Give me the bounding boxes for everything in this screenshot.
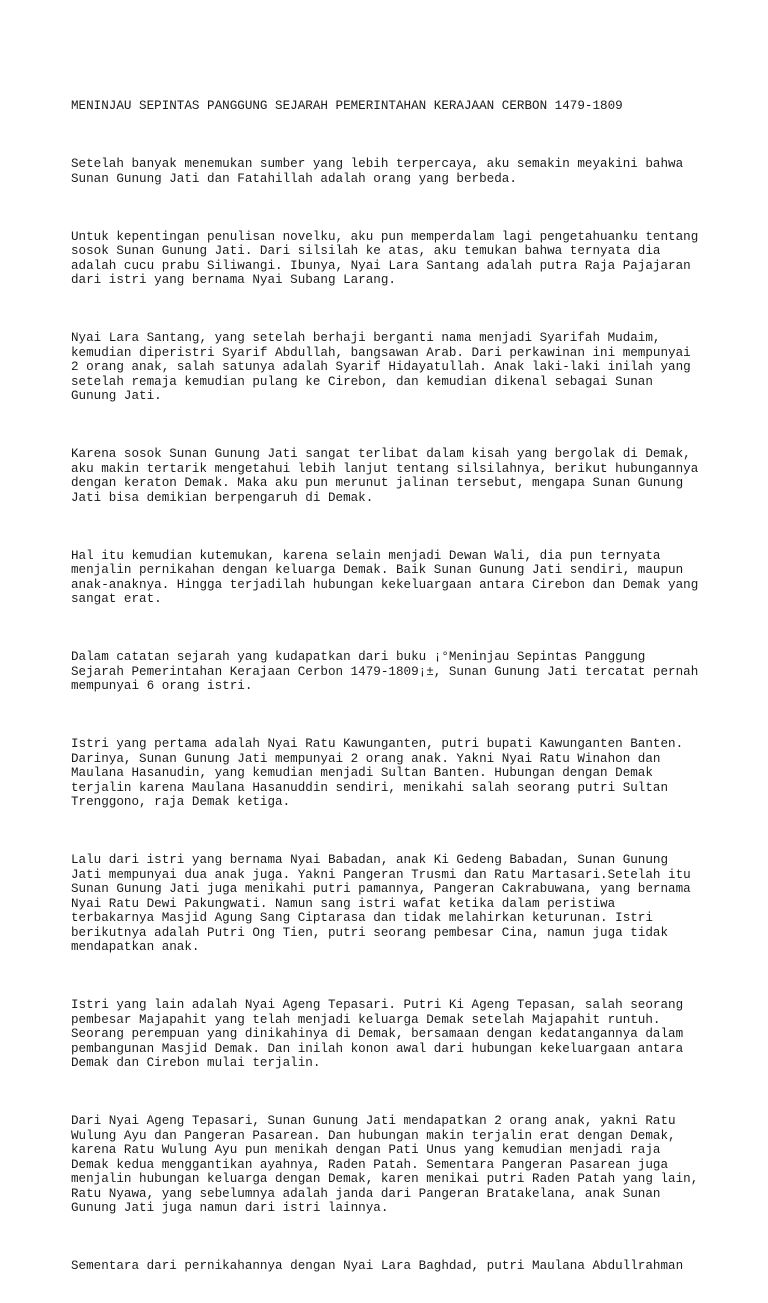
paragraph-8: Lalu dari istri yang bernama Nyai Babadan, anak Ki Gedeng Babadan, Sunan Gunung Jati mempunyai dua anak juga. Yakni Pangeran Trusmi dan Ratu Martasari.Setelah itu Sunan Gunung Jati juga menikahi putri pamannya, Pangeran Cakrabuwana, yang bernama Nyai Ratu Dewi Pakungwati. Namun sang istri wafat ketika dalam peristiwa terbakarnya Masjid Agung Sang Ciptarasa dan tidak melahirkan keturunan. Istri berikutnya adalah Putri Ong Tien, putri seorang pembesar Cina, namun juga tidak mendapatkan anak. — [71, 853, 691, 954]
paragraph-3: Nyai Lara Santang, yang setelah berhaji berganti nama menjadi Syarifah Mudaim, kemudian diperistri Syarif Abdullah, bangsawan Arab. Dari perkawinan ini mempunyai 2 orang anak, salah satunya adalah Syarif Hidayatullah. Anak laki-laki inilah yang setelah remaja kemudian pulang ke Cirebon, dan kemudian dikenal sebagai Sunan Gunung Jati. — [71, 331, 691, 403]
paragraph-2: Untuk kepentingan penulisan novelku, aku pun memperdalam lagi pengetahuanku tentang sosok Sunan Gunung Jati. Dari silsilah ke atas, aku temukan bahwa ternyata dia adalah cucu prabu Siliwangi. Ibunya, Nyai Lara Santang adalah putra Raja Pajajaran dari istri yang bernama Nyai Subang Larang. — [71, 229, 699, 287]
paragraph-9: Istri yang lain adalah Nyai Ageng Tepasari. Putri Ki Ageng Tepasan, salah seorang pembesar Majapahit yang telah menjadi keluarga Demak setelah Majapahit runtuh. Seorang perempuan yang dinikahinya di Demak, bersamaan dengan kedatangannya dalam pembangunan Masjid Demak. Dan inilah konon awal dari hubungan kekeluargaan antara Demak dan Cirebon mulai terjalin. — [71, 998, 684, 1070]
document-title: MENINJAU SEPINTAS PANGGUNG SEJARAH PEMERINTAHAN KERAJAAN CERBON 1479-1809 — [71, 99, 623, 113]
paragraph-11: Sementara dari pernikahannya dengan Nyai Lara Baghdad, putri Maulana Abdullrahman — [71, 1259, 684, 1273]
paragraph-10: Dari Nyai Ageng Tepasari, Sunan Gunung Jati mendapatkan 2 orang anak, yakni Ratu Wulung Ayu dan Pangeran Pasarean. Dan hubungan makin terjalin erat dengan Demak, karena Ratu Wulung Ayu pun menikah dengan Pati Unus yang kemudian menjadi raja Demak kedua menggantikan ayahnya, Raden Patah. Sementara Pangeran Pasarean juga menjalin hubungan keluarga dengan Demak, karen menikai putri Raden Patah yang lain, Ratu Nyawa, yang sebelumnya adalah janda dari Pangeran Bratakelana, anak Sunan Gunung Jati juga namun dari istri lainnya. — [71, 1114, 699, 1215]
paragraph-6: Dalam catatan sejarah yang kudapatkan dari buku ¡°Meninjau Sepintas Panggung Sejarah Pemerintahan Kerajaan Cerbon 1479-1809¡±, Sunan Gunung Jati tercatat pernah mempunyai 6 orang istri. — [71, 650, 699, 693]
document-page — [71, 70, 731, 1303]
paragraph-4: Karena sosok Sunan Gunung Jati sangat terlibat dalam kisah yang bergolak di Demak, aku makin tertarik mengetahui lebih lanjut tentang silsilahnya, berikut hubungannya dengan keraton Demak. Maka aku pun merunut jalinan tersebut, mengapa Sunan Gunung Jati bisa demikian berpengaruh di Demak. — [71, 447, 699, 505]
paragraph-1: Setelah banyak menemukan sumber yang lebih terpercaya, aku semakin meyakini bahwa Sunan Gunung Jati dan Fatahillah adalah orang yang berbeda. — [71, 157, 684, 186]
paragraph-7: Istri yang pertama adalah Nyai Ratu Kawunganten, putri bupati Kawunganten Banten. Darinya, Sunan Gunung Jati mempunyai 2 orang anak. Yakni Nyai Ratu Winahon dan Maulana Hasanudin, yang kemudian menjadi Sultan Banten. Hubungan dengan Demak terjalin karena Maulana Hasanuddin sendiri, menikahi salah seorang putri Sultan Trenggono, raja Demak ketiga. — [71, 737, 684, 809]
paragraph-5: Hal itu kemudian kutemukan, karena selain menjadi Dewan Wali, dia pun ternyata menjalin pernikahan dengan keluarga Demak. Baik Sunan Gunung Jati sendiri, maupun anak-anaknya. Hingga terjadilah hubungan kekeluargaan antara Cirebon dan Demak yang sangat erat. — [71, 548, 699, 606]
